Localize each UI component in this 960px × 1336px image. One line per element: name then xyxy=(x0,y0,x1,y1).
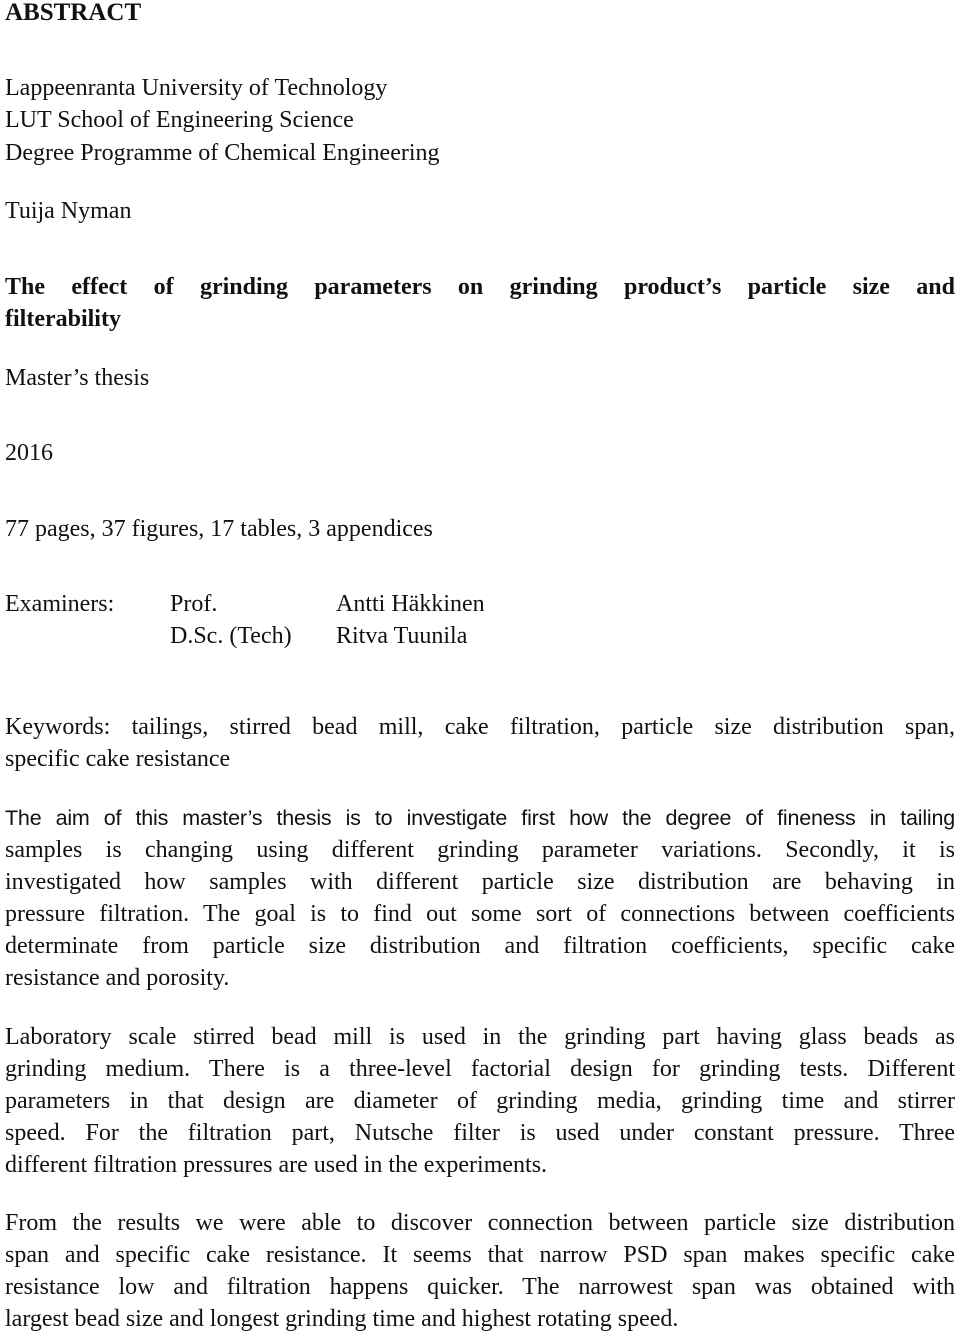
examiner-1-name: Antti Häkkinen xyxy=(336,591,485,617)
university-name: Lappeenranta University of Technology xyxy=(5,75,388,101)
thesis-title-line-1: The effect of grinding parameters on grinding product’s particle size and xyxy=(5,274,955,300)
paragraph-2-line-3: parameters in that design are diameter of grinding media, grinding time and stirrer xyxy=(5,1088,955,1114)
examiner-1-title: Prof. xyxy=(170,591,218,617)
paragraph-1-line-6: resistance and porosity. xyxy=(5,965,230,991)
degree-programme: Degree Programme of Chemical Engineering xyxy=(5,140,440,166)
paragraph-1-line-2: samples is changing using different grinding parameter variations. Secondly, it is xyxy=(5,837,955,863)
paragraph-3-line-3: resistance low and filtration happens quicker. The narrowest span was obtained with xyxy=(5,1274,955,1300)
thesis-title-line-2: filterability xyxy=(5,306,121,332)
thesis-extent: 77 pages, 37 figures, 17 tables, 3 appendices xyxy=(5,516,433,542)
paragraph-3-line-2: span and specific cake resistance. It seems that narrow PSD span makes specific cake xyxy=(5,1242,955,1268)
examiner-2-title: D.Sc. (Tech) xyxy=(170,623,292,649)
author-name: Tuija Nyman xyxy=(5,198,132,224)
paragraph-2-line-2: grinding medium. There is a three-level factorial design for grinding tests. Different xyxy=(5,1056,955,1082)
school-name: LUT School of Engineering Science xyxy=(5,107,354,133)
paragraph-2-line-1: Laboratory scale stirred bead mill is used in the grinding part having glass beads as xyxy=(5,1024,955,1050)
keywords-line-1: Keywords: tailings, stirred bead mill, cake filtration, particle size distribution span, xyxy=(5,714,955,740)
paragraph-2-line-5: different filtration pressures are used in the experiments. xyxy=(5,1152,548,1178)
paragraph-1-line-3: investigated how samples with different particle size distribution are behaving in xyxy=(5,869,955,895)
thesis-type: Master’s thesis xyxy=(5,365,150,391)
abstract-heading: ABSTRACT xyxy=(5,0,142,26)
paragraph-3-line-1: From the results we were able to discover connection between particle size distribution xyxy=(5,1210,955,1236)
paragraph-3-line-4: largest bead size and longest grinding time and highest rotating speed. xyxy=(5,1306,679,1332)
keywords-line-2: specific cake resistance xyxy=(5,746,231,772)
examiners-label: Examiners: xyxy=(5,591,115,617)
paragraph-1-line-1: The aim of this master’s thesis is to investigate first how the degree of fineness in tailing xyxy=(5,806,955,830)
thesis-year: 2016 xyxy=(5,440,53,466)
paragraph-1-line-5: determinate from particle size distribution and filtration coefficients, specific cake xyxy=(5,933,955,959)
paragraph-2-line-4: speed. For the filtration part, Nutsche filter is used under constant pressure. Three xyxy=(5,1120,955,1146)
paragraph-1-line-4: pressure filtration. The goal is to find out some sort of connections between coefficients xyxy=(5,901,955,927)
examiner-2-name: Ritva Tuunila xyxy=(336,623,468,649)
